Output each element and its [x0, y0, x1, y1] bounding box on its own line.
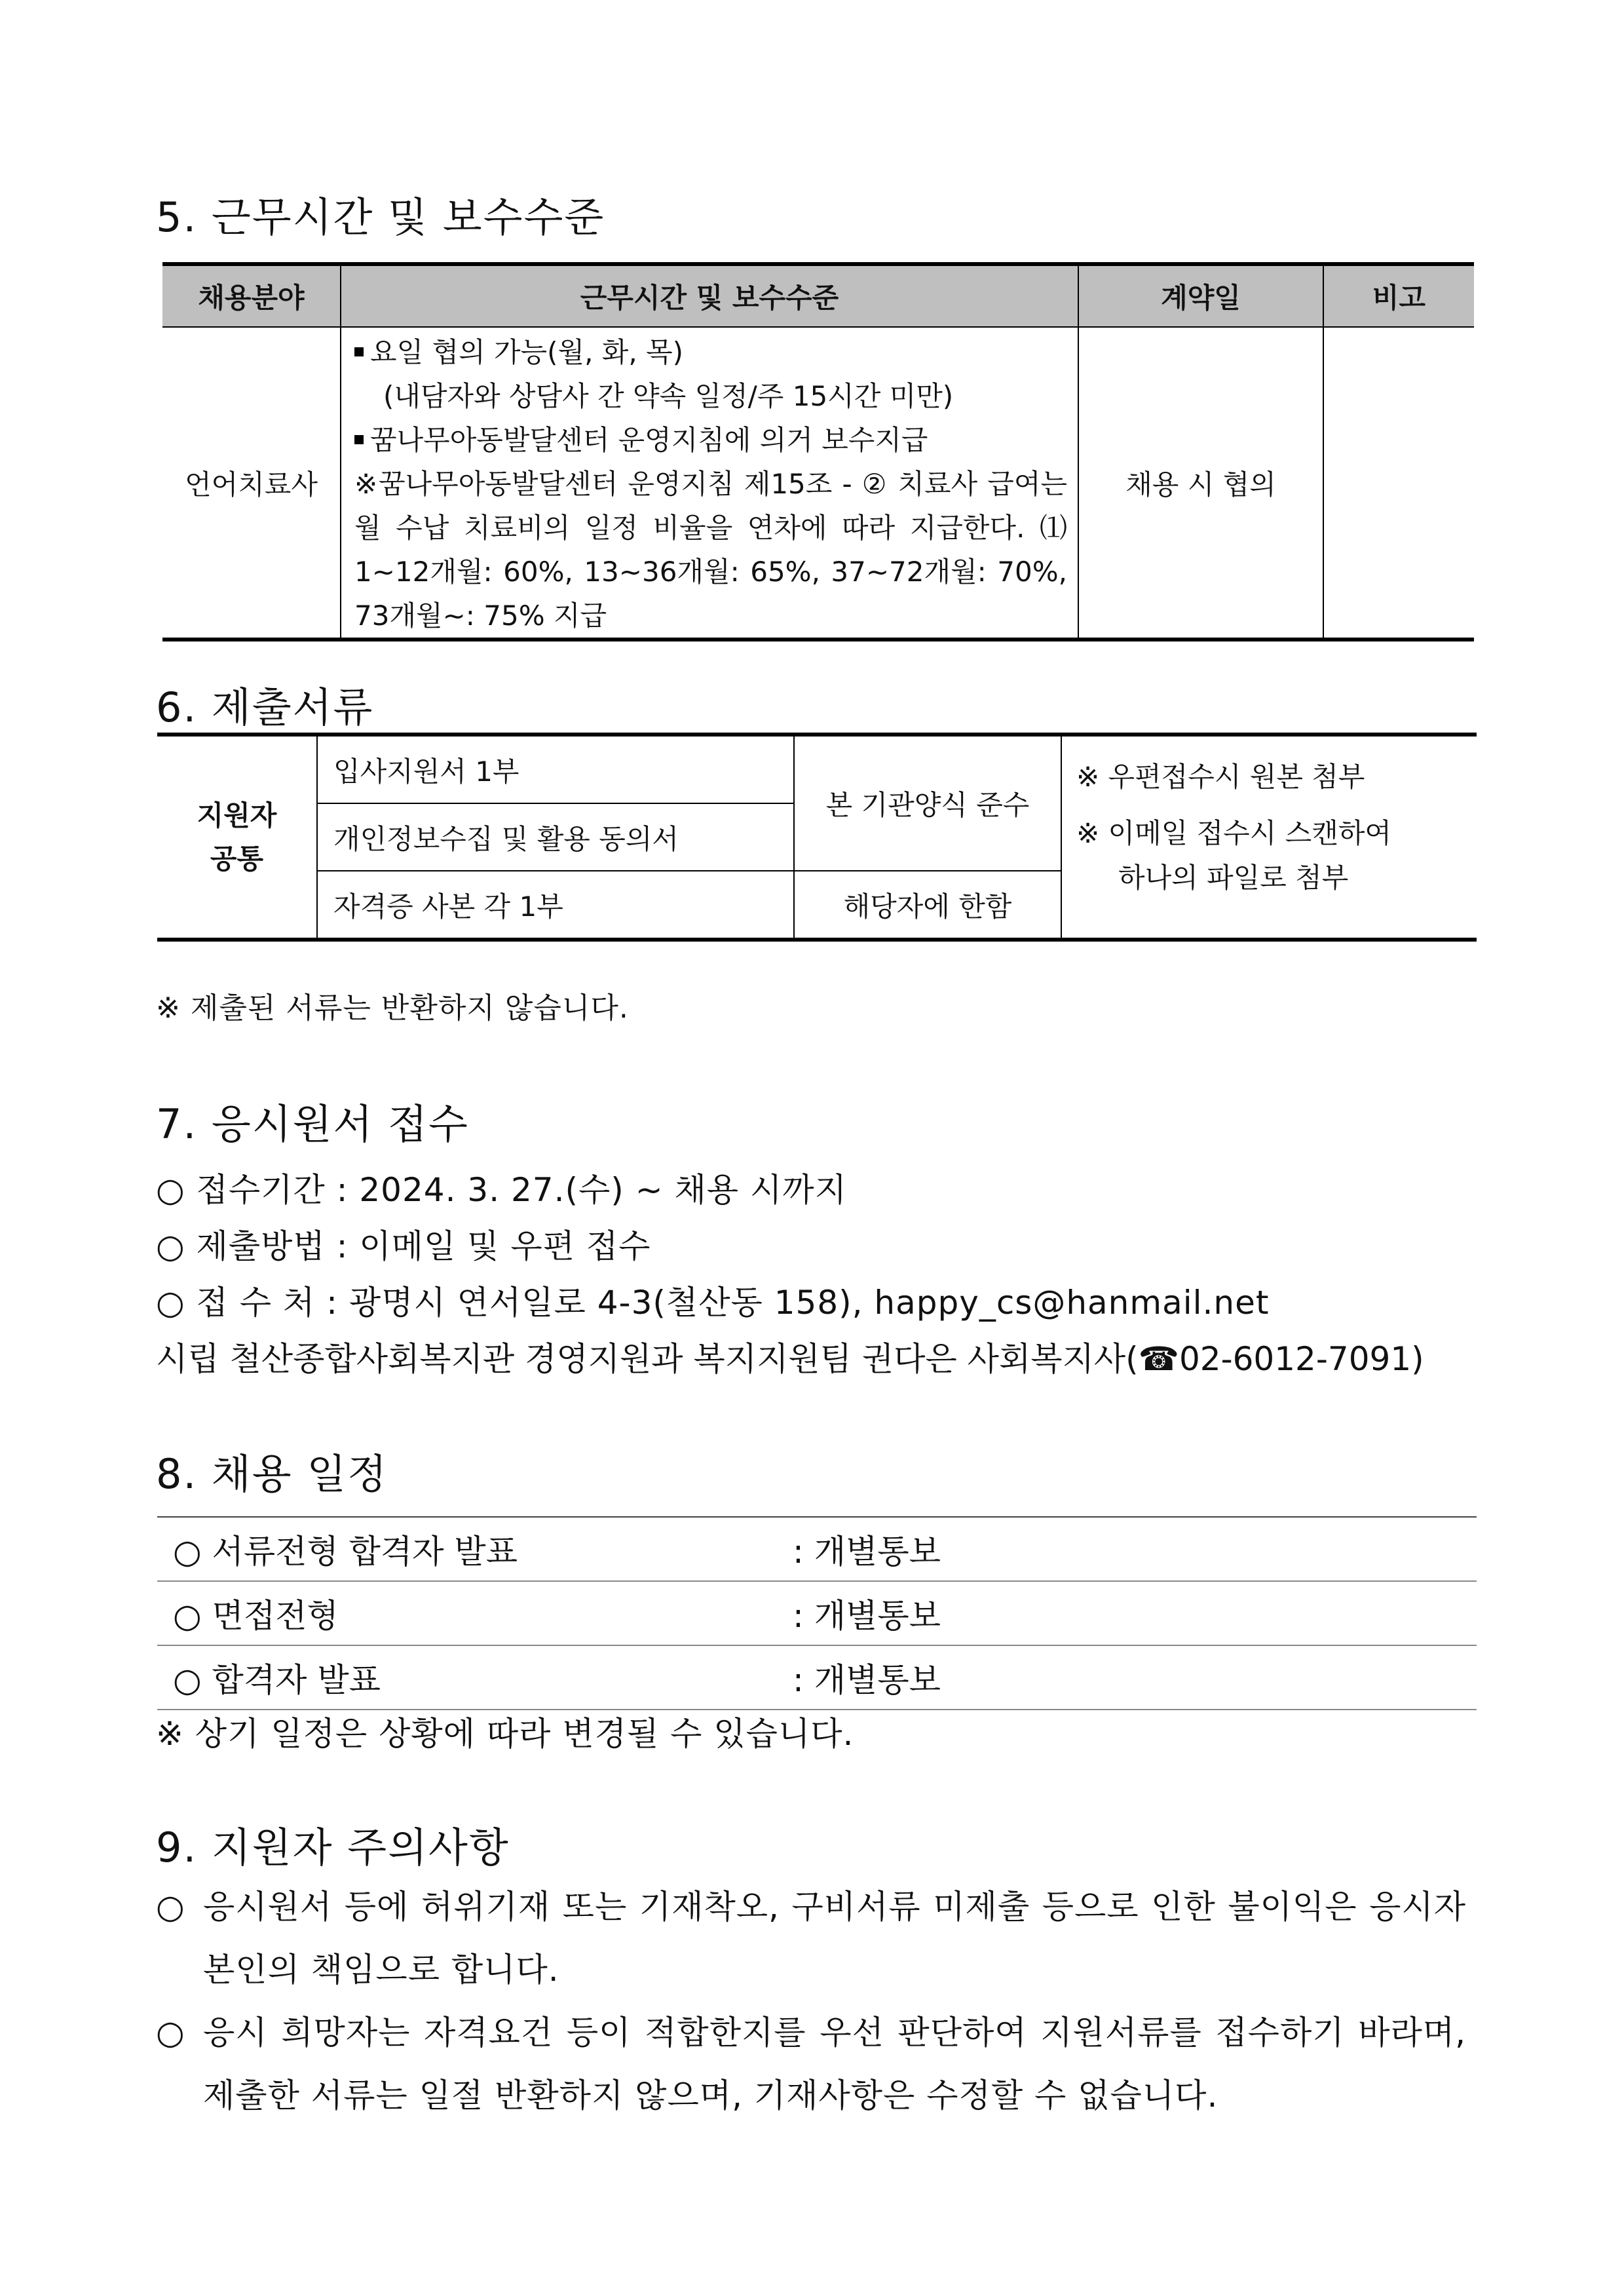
- documents-table: [157, 733, 1477, 942]
- pay-rule-note: ※꿈나무아동발달센터 운영지침 제15조 - ② 치료사 급여는 월 수납 치료비의 일정 비율을 연차에 따라 지급한다. ⑴ 1~12개월: 60%, 13~36개월: 65%, 37~72개월: 70%, 73개월~: 75% 지급: [354, 468, 1067, 632]
- doc-certificate: 자격증 사본 각 1부: [317, 871, 794, 940]
- header-hours-pay: 근무시간 및 보수수준: [341, 264, 1078, 327]
- bullet-days-sub: (내담자와 상담사 간 약속 일정/주 15시간 미만): [383, 380, 954, 412]
- work-hours-table: [162, 262, 1474, 641]
- submission-notes: ※ 우편접수시 원본 첨부 ※ 이메일 접수시 스캔하여 하나의 파일로 첨부: [1061, 735, 1477, 940]
- bullet-days: 요일 협의 가능(월, 화, 목): [354, 330, 1067, 374]
- remark-value: [1323, 327, 1474, 640]
- square-bullet-icon: [354, 435, 364, 444]
- header-contract: 계약일: [1078, 264, 1323, 327]
- section-9-heading: 9. 지원자 주의사항: [156, 1824, 510, 1871]
- section-7-heading: 7. 응시원서 접수: [156, 1100, 469, 1148]
- schedule-footnote: ※ 상기 일정은 상황에 따라 변경될 수 있습니다.: [156, 1715, 854, 1753]
- schedule-value: : 개별통보: [786, 1581, 1477, 1645]
- schedule-value: : 개별통보: [786, 1517, 1477, 1581]
- notice-text: 응시 희망자는 자격요건 등이 적합한지를 우선 판단하여 지원서류를 접수하기 바라며, 제출한 서류는 일절 반환하지 않으며, 기재사항은 수정할 수 없습니다.: [203, 2014, 1466, 2114]
- form-note: 본 기관양식 준수: [794, 735, 1061, 871]
- doc-application: 입사지원서 1부: [317, 735, 794, 803]
- submission-place: ○ 접 수 처 : 광명시 연서일로 4-3(철산동 158), happy_cs@hanmail.net: [156, 1284, 1270, 1322]
- schedule-label: ○ 면접전형: [157, 1581, 786, 1645]
- circle-bullet-icon: ○: [156, 1888, 185, 1926]
- schedule-label: ○ 서류전형 합격자 발표: [157, 1517, 786, 1581]
- section-6-heading: 6. 제출서류: [156, 683, 374, 731]
- schedule-value: : 개별통보: [786, 1645, 1477, 1710]
- notice-text: 응시원서 등에 허위기재 또는 기재착오, 구비서류 미제출 등으로 인한 불이익은 응시자 본인의 책임으로 합니다.: [203, 1888, 1466, 1989]
- table-row: [157, 1517, 1477, 1581]
- header-field: 채용분야: [162, 264, 341, 327]
- section-8-heading: 8. 채용 일정: [156, 1450, 388, 1498]
- circle-bullet-icon: ○: [156, 2014, 185, 2052]
- list-item: [156, 1875, 1466, 2001]
- contact-person: 시립 철산종합사회복지관 경영지원과 복지지원팀 권다은 사회복지사(☎02-6012-7091): [156, 1340, 1424, 1378]
- table-row: [157, 1645, 1477, 1710]
- schedule-label: ○ 합격자 발표: [157, 1645, 786, 1710]
- submission-method: ○ 제출방법 : 이메일 및 우편 접수: [156, 1227, 651, 1265]
- square-bullet-icon: [354, 347, 364, 356]
- doc-privacy-consent: 개인정보수집 및 활용 동의서: [317, 803, 794, 871]
- contract-value: 채용 시 협의: [1078, 327, 1323, 640]
- schedule-table: [157, 1516, 1477, 1710]
- application-period: ○ 접수기간 : 2024. 3. 27.(수) ~ 채용 시까지: [156, 1171, 847, 1209]
- bullet-pay: 꿈나무아동발달센터 운영지침에 의거 보수지급: [354, 418, 1067, 462]
- list-item: [156, 2001, 1466, 2127]
- table-header-row: [162, 264, 1474, 327]
- applicable-note: 해당자에 한함: [794, 871, 1061, 940]
- section-5-heading: 5. 근무시간 및 보수수준: [156, 193, 605, 241]
- documents-footnote: ※ 제출된 서류는 반환하지 않습니다.: [156, 991, 629, 1025]
- job-field: 언어치료사: [162, 327, 341, 640]
- table-row: [157, 1581, 1477, 1645]
- hours-pay-description: [341, 327, 1078, 640]
- notice-list: [156, 1875, 1466, 2127]
- applicant-group: 지원자 공통: [157, 735, 317, 940]
- table-row: [162, 327, 1474, 640]
- header-remark: 비고: [1323, 264, 1474, 327]
